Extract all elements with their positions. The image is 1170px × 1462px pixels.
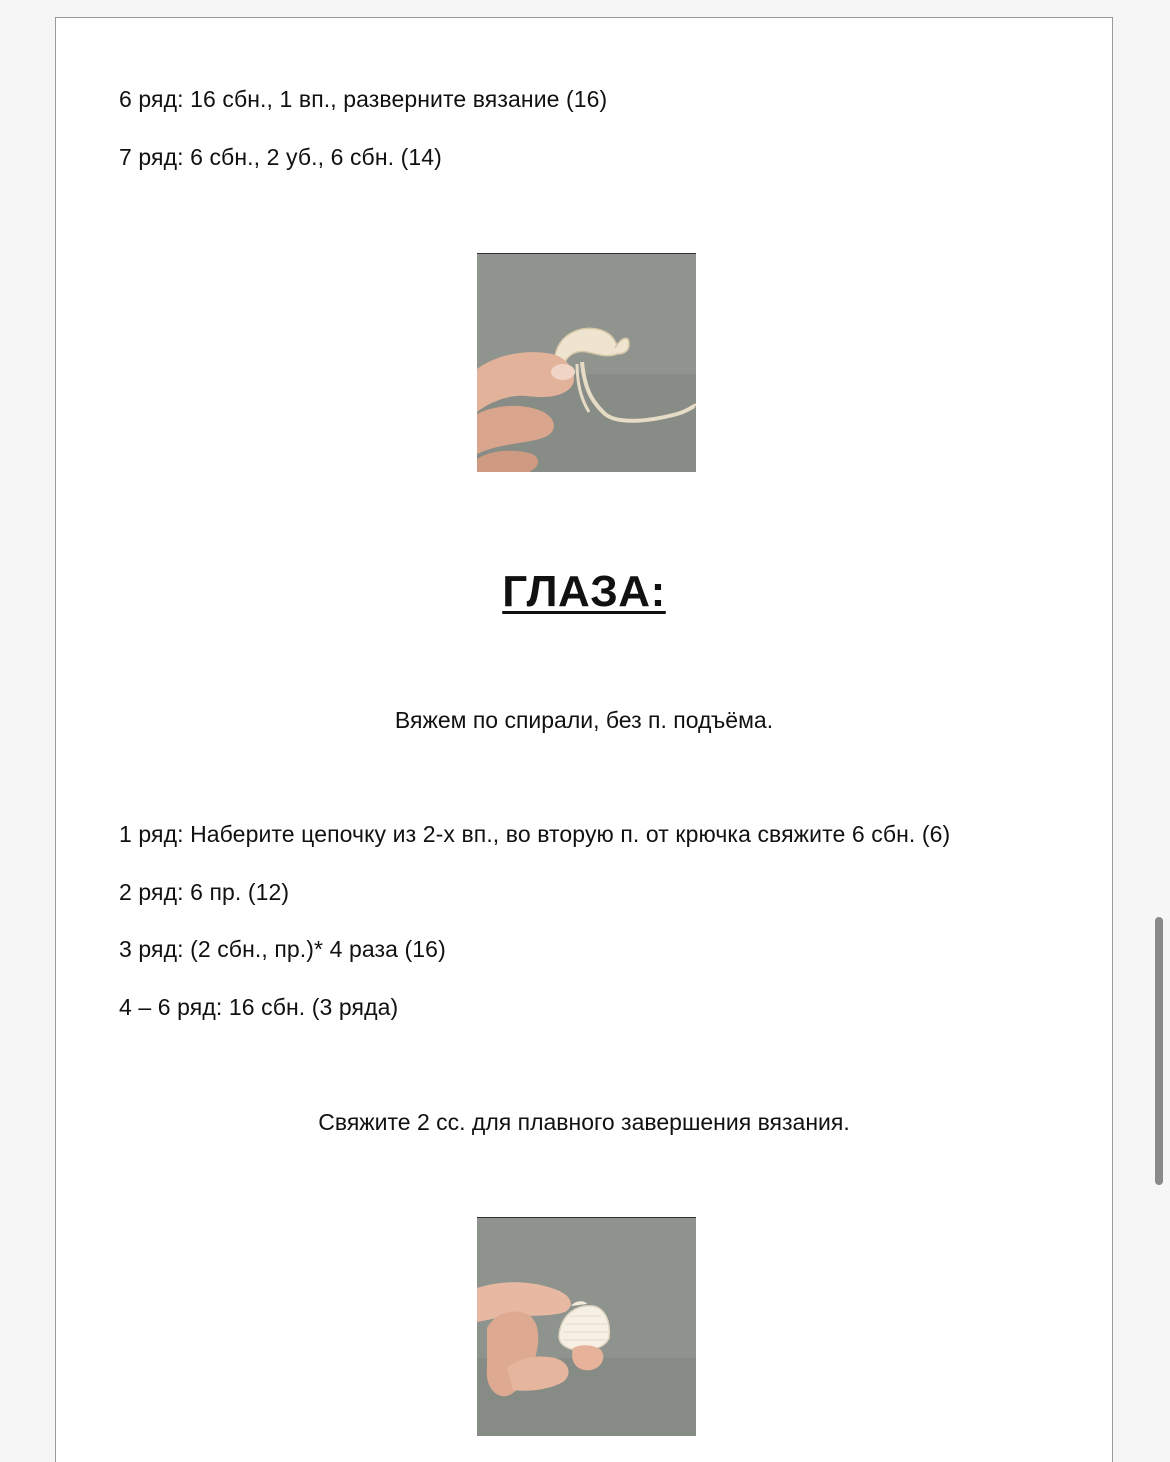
row-3-text: 3 ряд: (2 сбн., пр.)* 4 раза (16) <box>119 936 446 962</box>
crochet-eye-photo-drawing <box>477 1218 696 1436</box>
section-heading-eyes: ГЛАЗА: <box>502 567 666 616</box>
document-page <box>55 17 1113 1462</box>
photo-crochet-ear-piece <box>477 253 696 472</box>
row-2-text: 2 ряд: 6 пр. (12) <box>119 879 290 905</box>
row-4-6-text: 4 – 6 ряд: 16 сбн. (3 ряда) <box>119 994 399 1020</box>
row-6-text: 6 ряд: 16 сбн., 1 вп., разверните вязание (16) <box>119 86 608 112</box>
spiral-note: Вяжем по спирали, без п. подъёма. <box>394 707 774 733</box>
finish-note: Свяжите 2 сс. для плавного завершения вязания. <box>318 1109 850 1135</box>
crochet-ear-photo-drawing <box>477 254 696 472</box>
photo-crochet-eye-dome <box>477 1217 696 1436</box>
row-7-text: 7 ряд: 6 сбн., 2 уб., 6 сбн. (14) <box>119 144 442 170</box>
vertical-scrollbar[interactable] <box>1154 0 1164 1462</box>
scrollbar-thumb[interactable] <box>1155 917 1163 1185</box>
row-1-text: 1 ряд: Наберите цепочку из 2-х вп., во вторую п. от крючка свяжите 6 сбн. (6) <box>119 821 951 847</box>
